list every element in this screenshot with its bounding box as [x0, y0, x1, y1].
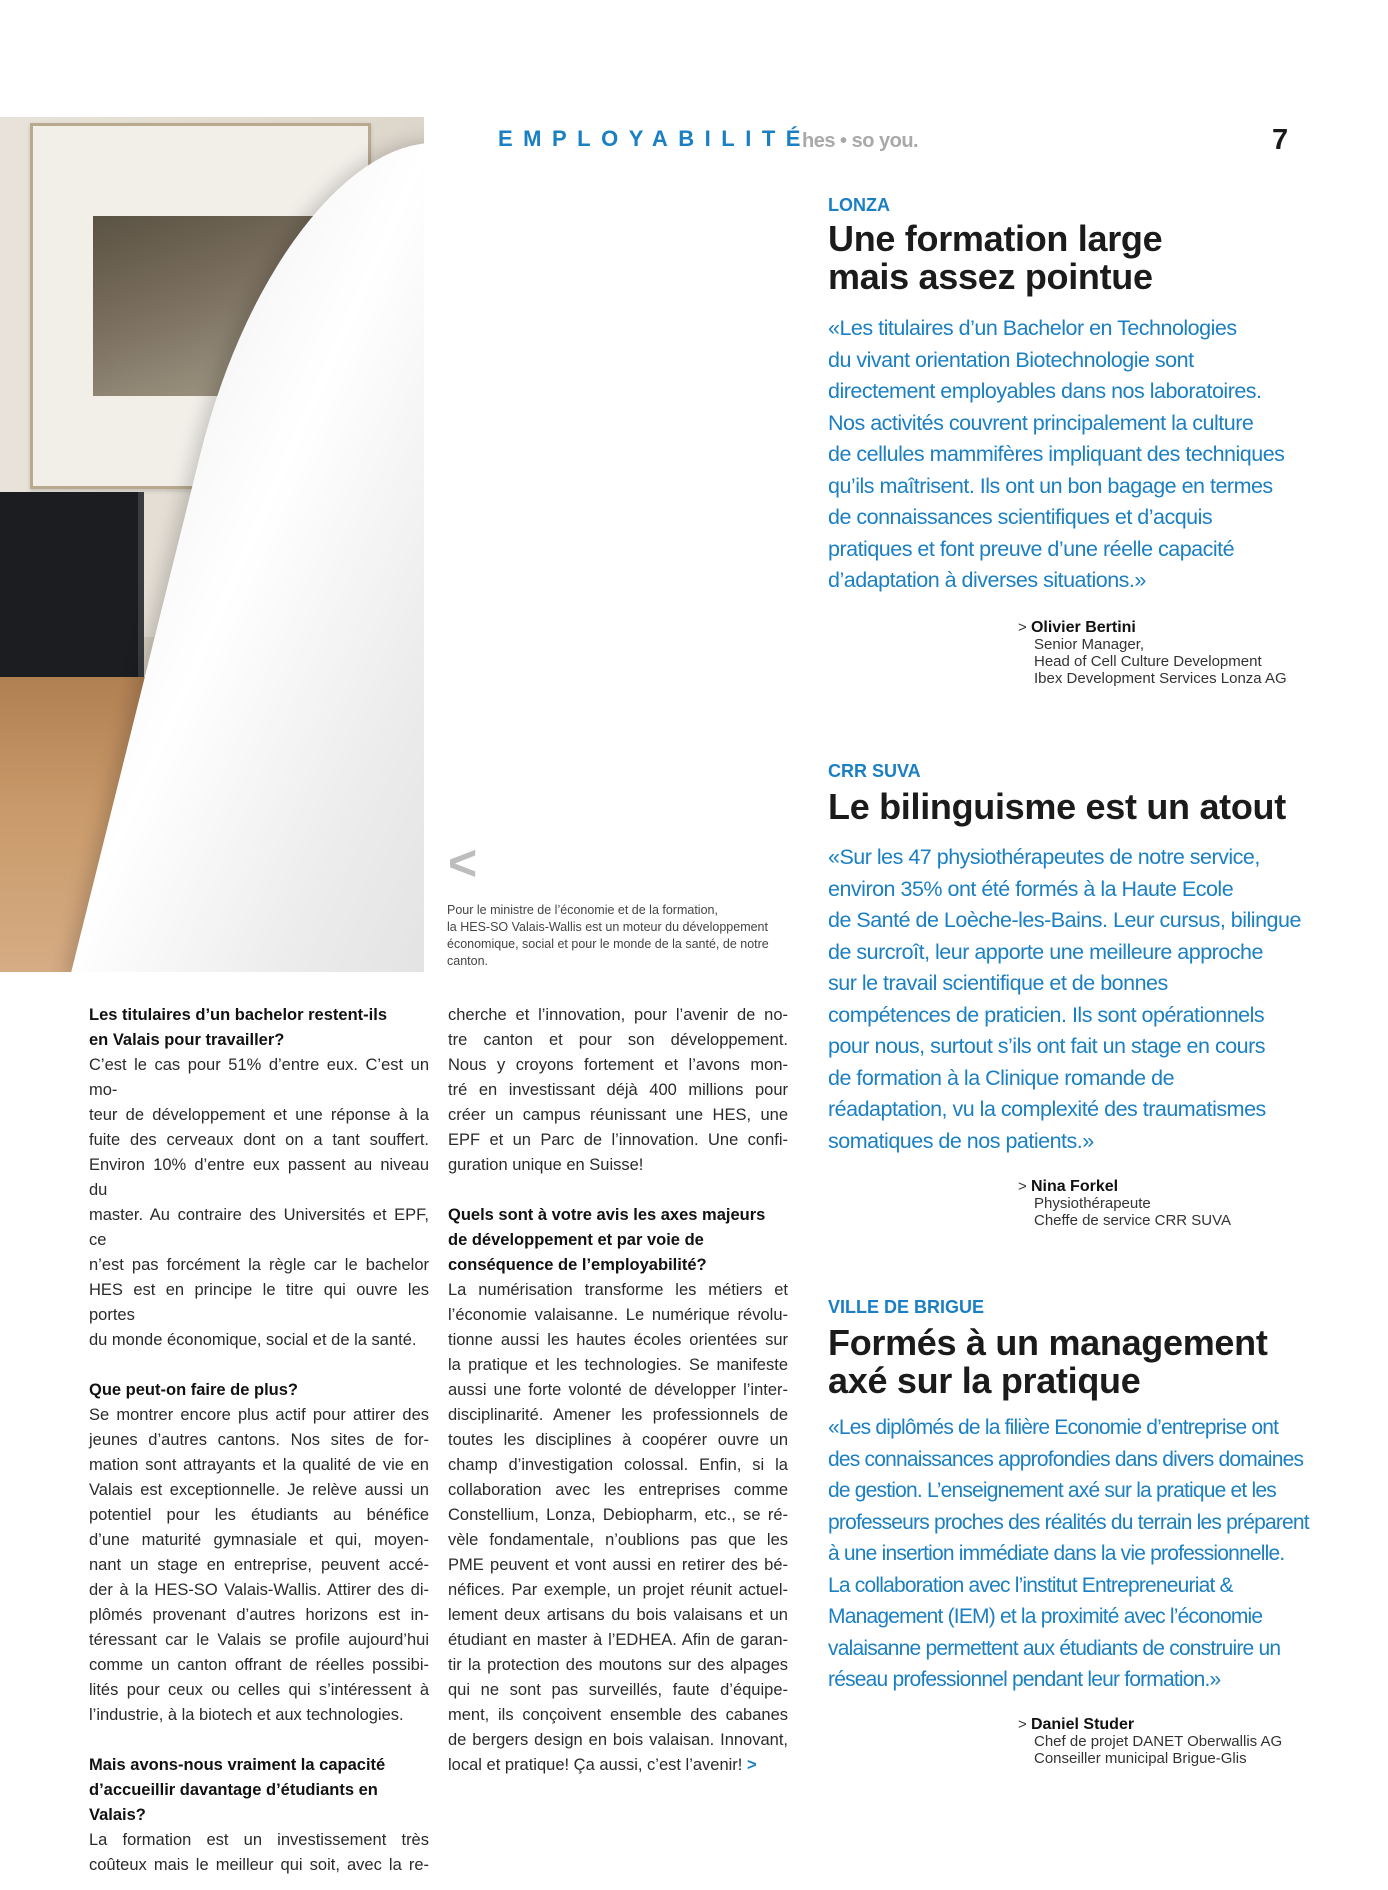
testimonial-company: CRR SUVA	[828, 761, 921, 781]
interview-answer-line: guration unique en Suisse!	[448, 1156, 644, 1174]
quote-line: pour nous, surtout s’ils ont fait un stage en cours	[828, 1034, 1266, 1058]
interview-answer-line: ment, ils conçoivent ensemble des cabanes	[448, 1706, 788, 1724]
section-title: EMPLOYABILITÉ	[498, 126, 811, 151]
testimonial-name: Daniel Studer	[1030, 1716, 1135, 1733]
interview-question: en Valais pour travailler?	[89, 1031, 285, 1049]
testimonial-company: VILLE DE BRIGUE	[828, 1297, 985, 1317]
interview-column-2	[448, 1003, 788, 1778]
interview-answer-line: nant un stage en entreprise, peuvent accé-	[89, 1556, 429, 1574]
page-number: 7	[1272, 124, 1289, 156]
testimonial-quote	[828, 842, 1308, 1157]
testimonial-role: Physiothérapeute	[1034, 1195, 1151, 1212]
testimonial-headline	[828, 1324, 1268, 1400]
quote-line: des connaissances approfondies dans divers domaines	[828, 1447, 1304, 1471]
quote-line: sur le travail scientifique et de bonnes	[828, 971, 1168, 995]
interview-answer-line: d’une maturité gymnasiale et qui, moyen-	[89, 1531, 429, 1549]
quote-line: professeurs proches des réalités du terrain les préparent	[828, 1510, 1309, 1534]
quote-line: «Les titulaires d’un Bachelor en Technologies	[828, 316, 1237, 340]
interview-answer-line: Nous y croyons fortement et l’avons mon-	[448, 1056, 788, 1074]
article-photo	[0, 117, 424, 972]
quote-line: pratiques et font preuve d’une réelle capacité	[828, 536, 1235, 561]
interview-answer-line: mation sont attrayants et la qualité de vie en	[89, 1456, 429, 1474]
testimonial-name: Olivier Bertini	[1030, 619, 1136, 636]
testimonial-quote	[828, 1412, 1308, 1696]
interview-answer-line: n’est pas forcément la règle car le bachelor	[89, 1256, 429, 1274]
interview-answer-line: potentiel pour les étudiants au bénéfice	[89, 1506, 429, 1524]
interview-column-1	[89, 1003, 429, 1878]
testimonial-role: Cheffe de service CRR SUVA	[1034, 1212, 1232, 1229]
interview-answer-line: lement deux artisans du bois valaisans et un	[448, 1606, 788, 1624]
quote-line: Nos activités couvrent principalement la culture	[828, 410, 1254, 435]
interview-answer-line: néfices. Par exemple, un projet réunit actuel-	[448, 1581, 788, 1599]
interview-answer-line: comme un canton offrant de réelles possibi-	[89, 1656, 429, 1674]
testimonial-signature: > Daniel Studer Chef de projet DANET Oberwallis AG Conseiller municipal Brigue-Glis	[1018, 1716, 1283, 1767]
interview-answer-line: la pratique et les technologies. Se manifeste	[448, 1356, 788, 1374]
caption-line: canton.	[447, 954, 489, 968]
testimonial-signature: > Nina Forkel Physiothérapeute Cheffe de service CRR SUVA	[1018, 1178, 1232, 1229]
interview-answer-line: EPF et un Parc de l’innovation. Une confi-	[448, 1131, 788, 1149]
quote-line: de connaissances scientifiques et d’acquis	[828, 505, 1213, 529]
interview-answer-line: tir la protection des moutons sur des alpages	[448, 1656, 788, 1674]
interview-answer-last-line	[448, 1753, 788, 1778]
quote-line: du vivant orientation Biotechnologie sont	[828, 347, 1194, 372]
testimonial-quote	[828, 313, 1308, 597]
interview-question: Que peut-on faire de plus?	[89, 1381, 299, 1399]
headline-line: axé sur la pratique	[828, 1360, 1141, 1401]
testimonial-signature: > Olivier Bertini Senior Manager, Head of Cell Culture Development Ibex Development Services Lonza AG	[1018, 619, 1287, 687]
caption-line: Pour le ministre de l’économie et de la formation,	[447, 903, 718, 917]
quote-line: «Sur les 47 physiothérapeutes de notre service,	[828, 845, 1260, 869]
quote-line: de gestion. L’enseignement axé sur la pratique et les	[828, 1479, 1276, 1502]
testimonial-role: Head of Cell Culture Development	[1034, 653, 1262, 670]
interview-answer-line: du monde économique, social et de la santé.	[89, 1331, 417, 1349]
interview-answer-line: tré en investissant déjà 400 millions pour	[448, 1081, 788, 1099]
interview-answer-line: tionne aussi les hautes écoles orientées sur	[448, 1331, 788, 1349]
testimonial-company: LONZA	[828, 195, 890, 215]
quote-line: La collaboration avec l’institut Entrepreneuriat &	[828, 1573, 1233, 1597]
interview-answer-line: collaboration avec les entreprises comme	[448, 1481, 788, 1499]
interview-answer-line: fuite des cerveaux dont on a tant souffert.	[89, 1131, 429, 1149]
interview-question: Quels sont à votre avis les axes majeurs	[448, 1206, 766, 1224]
interview-answer-line: vèle fondamentale, n’oublions pas que les	[448, 1531, 788, 1549]
interview-answer-line: jeunes d’autres cantons. Nos sites de for-	[89, 1431, 429, 1449]
interview-answer-line: étudiant en master à l’EDHEA. Afin de garan-	[448, 1631, 788, 1649]
interview-answer-line: cherche et l’innovation, pour l’avenir de no-	[448, 1006, 788, 1024]
interview-answer-line: disciplinarité. Amener les professionnels de	[448, 1406, 788, 1424]
interview-answer-line: aussi une forte volonté de développer l’inter-	[448, 1381, 788, 1399]
quote-line: compétences de praticien. Ils sont opérationnels	[828, 1002, 1265, 1027]
interview-answer-line: teur de développement et une réponse à la	[89, 1106, 429, 1124]
interview-answer-line: HES est en principe le titre qui ouvre les portes	[89, 1281, 429, 1324]
caption-line: économique, social et pour le monde de la santé, de notre	[447, 937, 769, 951]
interview-answer-line: PME peuvent et vont aussi en retirer des bé-	[448, 1556, 788, 1574]
interview-answer-line: de bergers design en bois valaisan. Innovant,	[448, 1731, 788, 1749]
quote-line: environ 35% ont été formés à la Haute Ecole	[828, 876, 1234, 901]
chevron-left-icon: <	[448, 835, 478, 891]
photo-caption	[447, 902, 797, 970]
photo-monitor	[0, 492, 144, 692]
quote-line: Management (IEM) et la proximité avec l’économie	[828, 1605, 1263, 1628]
interview-question: de développement et par voie de	[448, 1231, 704, 1249]
interview-answer-line: local et pratique! Ça aussi, c’est l’avenir!	[448, 1756, 743, 1774]
caption-line: la HES-SO Valais-Wallis est un moteur du développement	[447, 920, 768, 934]
testimonial-headline	[828, 788, 1286, 826]
interview-answer-line: plômés provenant d’autres horizons est in-	[89, 1606, 429, 1624]
interview-answer-line: l’économie valaisanne. Le numérique révolu-	[448, 1306, 788, 1324]
quote-line: qu’ils maîtrisent. Ils ont un bon bagage en termes	[828, 473, 1273, 498]
headline-line: Le bilinguisme est un atout	[828, 786, 1286, 827]
quote-line: de formation à la Clinique romande de	[828, 1065, 1175, 1090]
headline-line: Formés à un management	[828, 1322, 1268, 1363]
interview-question: Mais avons-nous vraiment la capacité	[89, 1756, 386, 1774]
quote-line: de Santé de Loèche-les-Bains. Leur cursus, bilingue	[828, 908, 1301, 932]
interview-answer-line: C’est le cas pour 51% d’entre eux. C’est un mo-	[89, 1056, 429, 1099]
interview-question: conséquence de l’employabilité?	[448, 1256, 707, 1274]
interview-answer-line: der à la HES-SO Valais-Wallis. Attirer des di-	[89, 1581, 429, 1599]
interview-answer-line: master. Au contraire des Universités et EPF, ce	[89, 1206, 429, 1249]
headline-line: Une formation large	[828, 218, 1163, 259]
end-of-article-mark: >	[746, 1756, 757, 1774]
interview-question: Valais?	[89, 1806, 146, 1824]
interview-answer-line: Constellium, Lonza, Debiopharm, etc., se ré-	[448, 1506, 788, 1524]
quote-line: valaisanne permettent aux étudiants de construire un	[828, 1636, 1281, 1660]
interview-question: Les titulaires d’un bachelor restent-ils	[89, 1006, 387, 1024]
interview-answer-line: La formation est un investissement très	[89, 1831, 429, 1849]
quote-line: de surcroît, leur apporte une meilleure approche	[828, 939, 1263, 964]
quote-line: somatiques de nos patients.»	[828, 1128, 1094, 1153]
interview-answer-line: l’industrie, à la biotech et aux technologies.	[89, 1706, 404, 1724]
interview-answer-line: téressant car le Valais se profile aujourd’hui	[89, 1631, 429, 1649]
testimonial-name: Nina Forkel	[1030, 1178, 1119, 1195]
quote-line: réadaptation, vu la complexité des traumatismes	[828, 1097, 1266, 1121]
interview-answer-line: Environ 10% d’entre eux passent au niveau du	[89, 1156, 429, 1199]
quote-line: à une insertion immédiate dans la vie professionnelle.	[828, 1542, 1285, 1565]
interview-answer-line: toutes les disciplines à coopérer ouvre un	[448, 1431, 788, 1449]
interview-answer-line: champ d’investigation colossal. Enfin, si la	[448, 1456, 788, 1474]
testimonial-headline	[828, 220, 1162, 296]
interview-answer-line: La numérisation transforme les métiers et	[448, 1281, 788, 1299]
interview-answer-line: créer un campus réunissant une HES, une	[448, 1106, 788, 1124]
quote-line: réseau professionnel pendant leur formation.»	[828, 1668, 1221, 1691]
testimonial-role: Conseiller municipal Brigue-Glis	[1034, 1750, 1247, 1767]
quote-line: d’adaptation à diverses situations.»	[828, 568, 1146, 592]
interview-answer-line: lités pour ceux ou celles qui s’intéressent à	[89, 1681, 429, 1699]
quote-line: directement employables dans nos laboratoires.	[828, 379, 1262, 403]
interview-answer-line: Valais est exceptionnelle. Je relève aussi un	[89, 1481, 429, 1499]
headline-line: mais assez pointue	[828, 256, 1153, 297]
interview-answer-line: qui ne sont pas surveillés, faute d’équipe-	[448, 1681, 788, 1699]
interview-question: d’accueillir davantage d’étudiants en	[89, 1781, 378, 1799]
quote-line: «Les diplômés de la filière Economie d’entreprise ont	[828, 1416, 1279, 1439]
testimonial-role: Ibex Development Services Lonza AG	[1034, 670, 1287, 687]
interview-answer-line: Se montrer encore plus actif pour attirer des	[89, 1406, 429, 1424]
quote-line: de cellules mammifères impliquant des techniques	[828, 442, 1285, 466]
testimonial-role: Senior Manager,	[1034, 636, 1145, 653]
interview-answer-line: tre canton et pour son développement.	[448, 1031, 788, 1049]
interview-answer-line: coûteux mais le meilleur qui soit, avec la re-	[89, 1856, 429, 1874]
brand-logo: hes • so you.	[802, 130, 919, 152]
testimonial-role: Chef de projet DANET Oberwallis AG	[1034, 1733, 1283, 1750]
